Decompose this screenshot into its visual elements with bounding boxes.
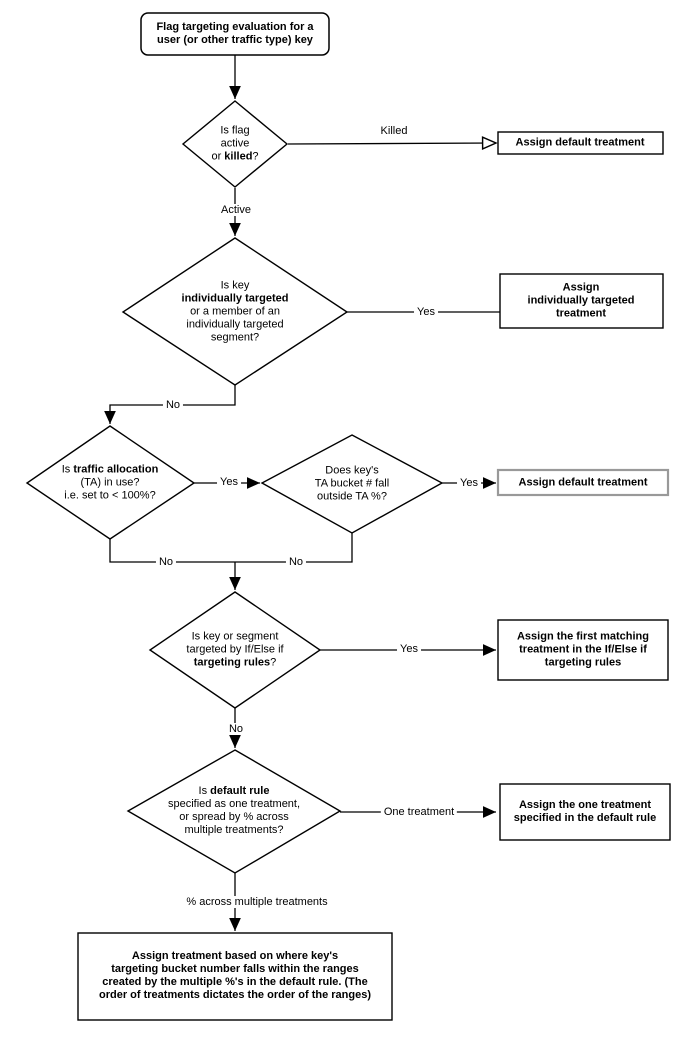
assign-default-treatment-killed-label: Assign default treatment bbox=[515, 136, 645, 149]
decision-individually-targeted-label: Is key individually targeted or a member of an individually targeted segment? bbox=[181, 279, 289, 344]
edge-label-yes-rules: Yes bbox=[397, 643, 421, 655]
edge-label-active: Active bbox=[218, 204, 254, 216]
edge-label-yes-individual: Yes bbox=[414, 306, 438, 318]
edge-label-killed: Killed bbox=[380, 125, 408, 137]
decision-targeting-rules-label: Is key or segment targeted by If/Else if targeting rules? bbox=[186, 630, 284, 669]
assign-one-treatment-label: Assign the one treatment specified in the default rule bbox=[513, 799, 657, 824]
decision-ta-bucket-label: Does key's TA bucket # fall outside TA %? bbox=[314, 464, 390, 503]
edge-label-yes-ta: Yes bbox=[217, 476, 241, 488]
edge-label-no-rules: No bbox=[226, 723, 246, 735]
decision-flag-active-label: Is flag active or killed? bbox=[211, 124, 259, 163]
edge-killed bbox=[288, 143, 496, 144]
assign-default-treatment-bucket-label: Assign default treatment bbox=[518, 476, 648, 489]
edge-label-no-bucket: No bbox=[286, 556, 306, 568]
edge-label-one-treatment: One treatment bbox=[381, 806, 457, 818]
edge-label-pct-multiple: % across multiple treatments bbox=[183, 896, 330, 908]
decision-default-rule-label: Is default rule specified as one treatment, or spread by % across multiple treatments? bbox=[167, 785, 301, 836]
decision-traffic-allocation-label: Is traffic allocation (TA) in use? i.e. set to < 100%? bbox=[61, 463, 159, 502]
edge-label-no-individual: No bbox=[163, 399, 183, 411]
edge-label-yes-bucket: Yes bbox=[457, 477, 481, 489]
assign-bucket-ranges-label: Assign treatment based on where key's targeting bucket number falls within the ranges created by the multiple %'s in the default rule. (The order of treatments dictates the order of the ranges) bbox=[99, 950, 371, 1001]
assign-individually-targeted-label: Assign individually targeted treatment bbox=[527, 281, 635, 320]
edge-label-no-ta: No bbox=[156, 556, 176, 568]
start-node-label: Flag targeting evaluation for a user (or other traffic type) key bbox=[156, 21, 314, 46]
assign-first-matching-label: Assign the first matching treatment in the If/Else if targeting rules bbox=[516, 630, 650, 669]
